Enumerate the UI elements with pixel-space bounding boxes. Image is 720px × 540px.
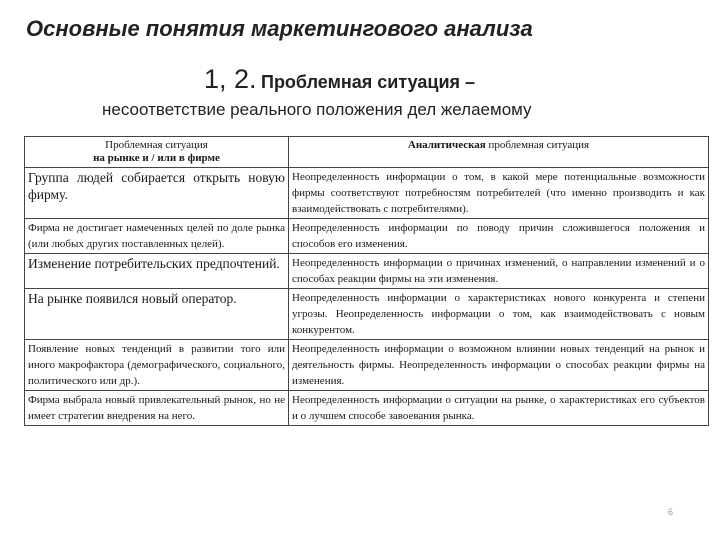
table-row <box>25 168 709 219</box>
market-cell: Изменение потребительских предпочтений. <box>25 254 289 289</box>
subtitle-number: 1, 2. <box>204 64 257 94</box>
header-right-rest: проблемная ситуация <box>485 139 590 151</box>
page-number: 6 <box>668 507 674 517</box>
analytic-cell: Неопределенность информации о ситуации на рынке, о характеристиках его субъектов и о лучшем способе завоевания рынка. <box>289 391 709 426</box>
header-left-line2: на рынке и / или в фирме <box>93 152 220 164</box>
market-cell: Фирма не достигает намеченных целей по доле рынка (или любых других поставленных целей). <box>25 219 289 254</box>
subtitle-line-2: несоответствие реального положения дел желаемому <box>102 100 532 119</box>
analytic-cell: Неопределенность информации о характеристиках нового конкурента и степени угрозы. Неопределенность информации о том, как взаимодействовать с новым конкурентом. <box>289 289 709 340</box>
analytic-cell: Неопределенность информации о возможном влиянии новых тенденций на рынок и деятельность фирмы. Неопределенность информации о способах реакции фирмы на изменения. <box>289 340 709 391</box>
table-row <box>25 219 709 254</box>
market-cell: Появление новых тенденций в развитии того или иного макрофактора (демографического, социального, политического или др.). <box>25 340 289 391</box>
slide-title: Основные понятия маркетингового анализа <box>26 16 533 41</box>
market-cell: На рынке появился новый оператор. <box>25 289 289 340</box>
analytic-cell: Неопределенность информации о том, в какой мере потенциальные возможности фирмы соответствуют потребностям потребителей (что именно производить и как взаимодействовать с потребителями). <box>289 168 709 219</box>
header-right-bold: Аналитическая <box>407 139 486 151</box>
market-cell: Группа людей собирается открыть новую фирму. <box>25 168 289 219</box>
market-cell: Фирма выбрала новый привлекательный рынок, но не имеет стратегии внедрения на него. <box>25 391 289 426</box>
analytic-cell: Неопределенность информации по поводу причин сложившегося положения и способов его изменения. <box>289 219 709 254</box>
header-market-situation <box>25 137 289 168</box>
header-left-line1: Проблемная ситуация <box>105 139 208 151</box>
table-row <box>25 289 709 340</box>
analytic-cell: Неопределенность информации о причинах изменений, о направлении изменений и о способах реакции фирмы на эти изменения. <box>289 254 709 289</box>
subtitle-line-1 <box>204 64 475 95</box>
table-row <box>25 340 709 391</box>
header-analytic-situation <box>289 137 709 168</box>
table-row <box>25 391 709 426</box>
table-row <box>25 254 709 289</box>
situations-table <box>24 136 709 426</box>
subtitle-label: Проблемная ситуация – <box>261 72 476 92</box>
table-header-row <box>25 137 709 168</box>
